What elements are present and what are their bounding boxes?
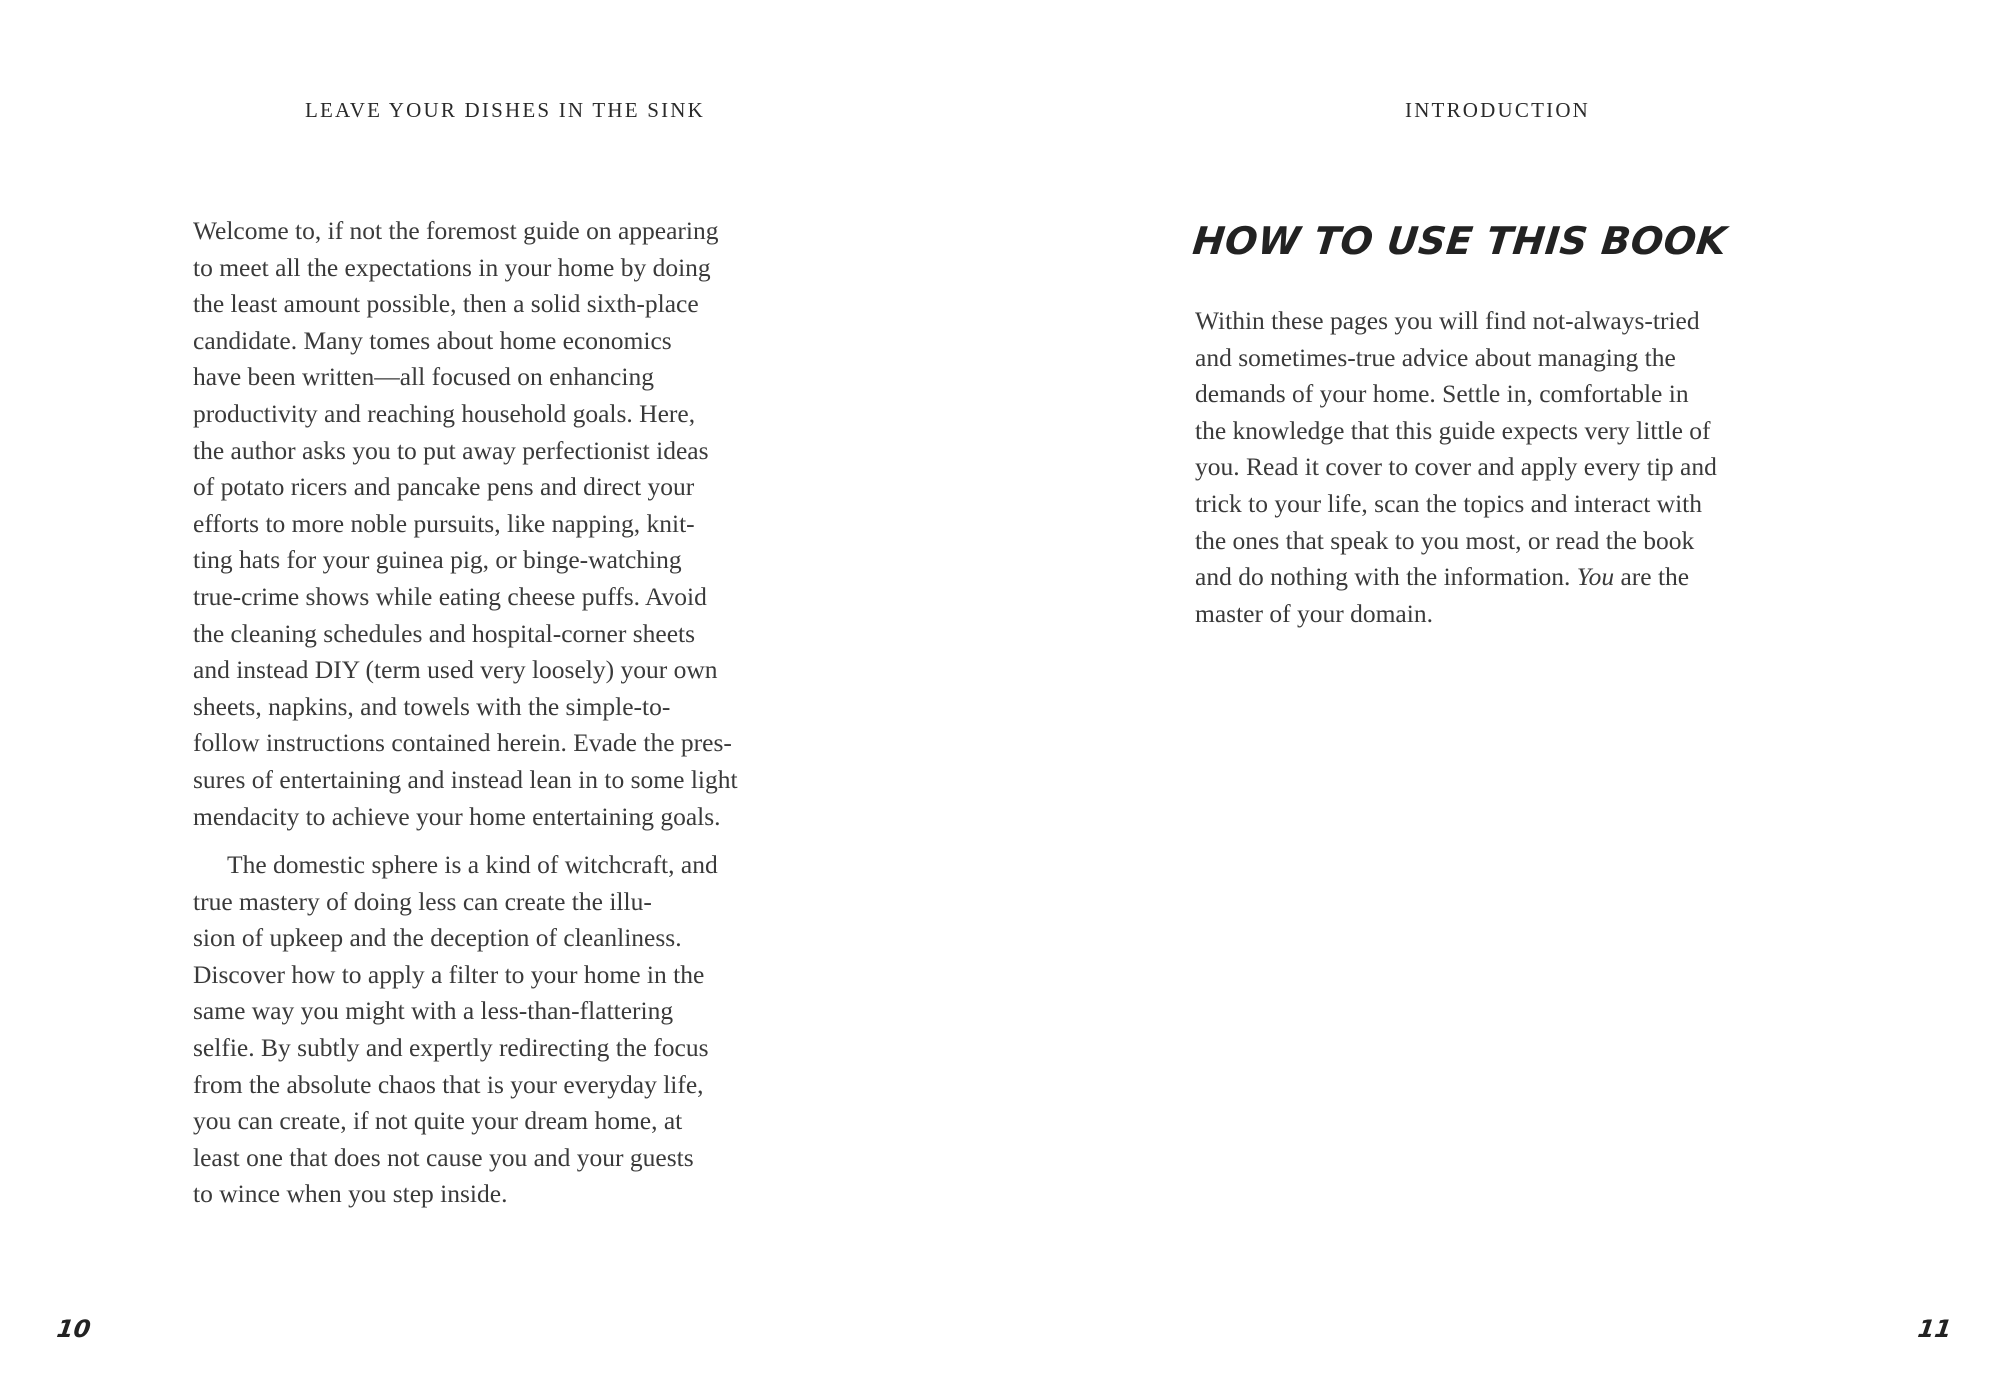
paragraph-1 <box>193 213 738 835</box>
text-line: candidate. Many tomes about home economics <box>193 325 672 355</box>
text-line: sheets, napkins, and towels with the simple-to- <box>193 691 671 721</box>
text-line: from the absolute chaos that is your everyday life, <box>193 1069 704 1099</box>
text-line: to wince when you step inside. <box>193 1179 508 1209</box>
text-line: productivity and reaching household goals. Here, <box>193 398 696 428</box>
text-line: mendacity to achieve your home entertaining goals. <box>193 801 721 831</box>
text-line: and instead DIY (term used very loosely) your own <box>193 655 718 685</box>
text-line: same way you might with a less-than-flattering <box>193 996 674 1026</box>
text-line: trick to your life, scan the topics and interact with <box>1195 488 1703 518</box>
text-line: Within these pages you will find not-always-tried <box>1195 306 1700 335</box>
how-to-use-body-text <box>1195 303 1717 632</box>
text-line: the author asks you to put away perfectionist ideas <box>193 435 709 465</box>
text-line: Welcome to, if not the foremost guide on appearing <box>193 216 719 245</box>
text-line: the knowledge that this guide expects very little of <box>1195 415 1711 445</box>
text-line: selfie. By subtly and expertly redirecting the focus <box>193 1033 709 1063</box>
text-line: least one that does not cause you and your guests <box>193 1142 694 1172</box>
text-line-with-emphasis <box>1195 559 1717 596</box>
text-line: sion of upkeep and the deception of cleanliness. <box>193 923 682 953</box>
text-line: true mastery of doing less can create the illu- <box>193 886 652 916</box>
page-number-right: 11 <box>1916 1315 1954 1343</box>
text-segment: are the <box>1614 562 1690 592</box>
right-page <box>1000 0 2000 1400</box>
text-line: ting hats for your guinea pig, or binge-watching <box>193 545 682 575</box>
text-line: follow instructions contained herein. Evade the pres- <box>193 728 732 758</box>
text-line: the ones that speak to you most, or read the book <box>1195 525 1695 555</box>
text-line: you. Read it cover to cover and apply every tip and <box>1195 452 1717 482</box>
text-line: of potato ricers and pancake pens and direct your <box>193 472 695 502</box>
paragraph-how-to-use <box>1195 303 1717 632</box>
running-head-book-title: LEAVE YOUR DISHES IN THE SINK <box>305 98 705 122</box>
section-heading: HOW TO USE THIS BOOK <box>1190 219 1729 263</box>
text-line: you can create, if not quite your dream home, at <box>193 1106 683 1136</box>
text-line: to meet all the expectations in your home by doing <box>193 252 711 282</box>
page-number-left: 10 <box>55 1315 93 1343</box>
text-segment: and do nothing with the information. <box>1195 562 1577 592</box>
text-line: efforts to more noble pursuits, like napping, knit- <box>193 508 695 538</box>
paragraph-2 <box>193 847 738 1213</box>
text-line: true-crime shows while eating cheese puffs. Avoid <box>193 581 707 611</box>
text-line: and sometimes-true advice about managing the <box>1195 342 1676 372</box>
emphasis-you: You <box>1576 562 1615 592</box>
text-line: sures of entertaining and instead lean in to some light <box>193 764 738 794</box>
text-line: The domestic sphere is a kind of witchcraft, and <box>227 850 718 880</box>
text-line: the least amount possible, then a solid sixth-place <box>193 289 699 319</box>
running-head-chapter: INTRODUCTION <box>1405 98 1591 122</box>
text-line: Discover how to apply a filter to your home in the <box>193 959 705 989</box>
text-line: demands of your home. Settle in, comfortable in <box>1195 379 1689 409</box>
text-line: have been written—all focused on enhancing <box>193 362 654 392</box>
intro-body-text <box>193 213 738 1213</box>
text-line: master of your domain. <box>1195 598 1433 628</box>
text-line: the cleaning schedules and hospital-corner sheets <box>193 618 696 648</box>
